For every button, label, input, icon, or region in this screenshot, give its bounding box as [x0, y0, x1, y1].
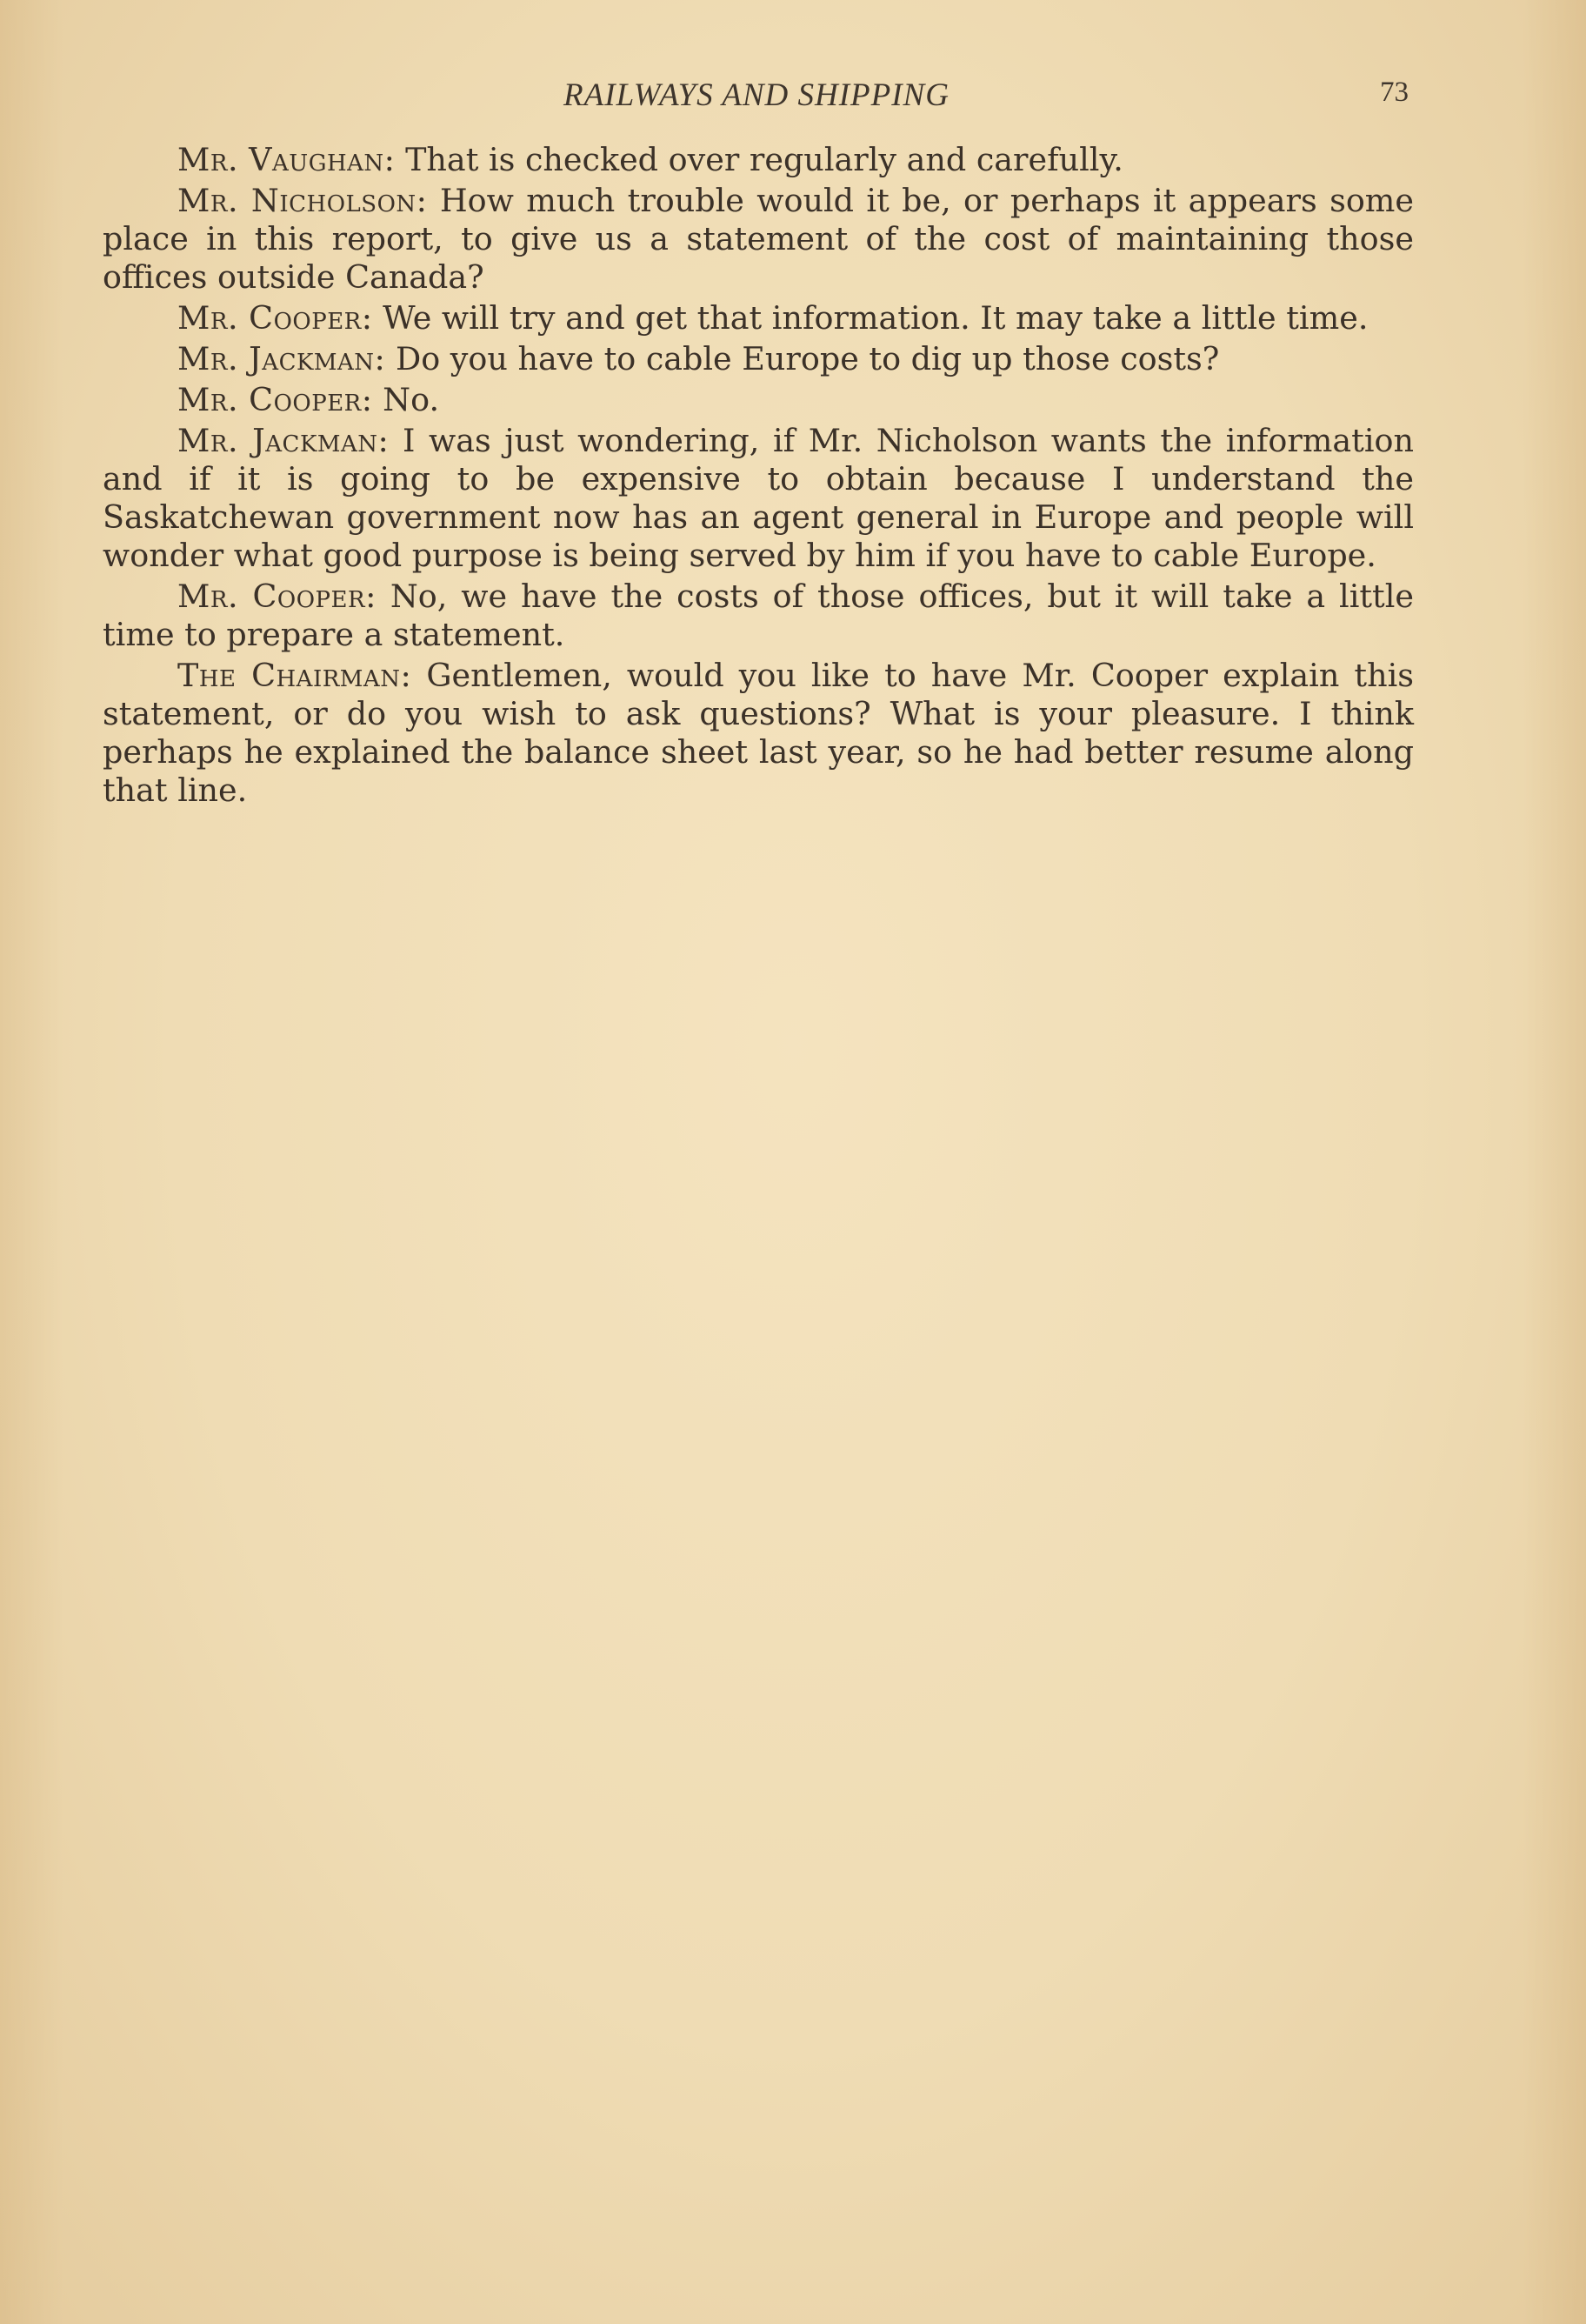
transcript-paragraph — [103, 299, 1414, 337]
speaker-name: Mr. Jackman: — [177, 422, 390, 459]
transcript-paragraph — [103, 657, 1414, 810]
paragraph-text: That is checked over regularly and carefully. — [405, 141, 1123, 178]
speaker-name: Mr. Cooper: — [177, 578, 377, 615]
transcript-paragraph — [103, 578, 1414, 654]
speaker-name: Mr. Jackman: — [177, 340, 386, 377]
paragraph-text: No, we have the costs of those offices, but it will take a little time to prepare a statement. — [103, 578, 1414, 653]
paragraph-text: I was just wondering, if Mr. Nicholson wants the information and if it is going to be expensive to obtain because I understand the Saskatchewan government now has an agent general in Europe and people will wonder what good purpose is being served by him if you have to cable Europe. — [103, 422, 1414, 574]
paragraph-text: Gentlemen, would you like to have Mr. Cooper explain this statement, or do you wish to ask questions? What is your pleasure. I think perhaps he explained the balance sheet last year, so he had better resume along that line. — [103, 657, 1414, 809]
transcript-paragraph — [103, 182, 1414, 297]
transcript-paragraph — [103, 340, 1414, 378]
speaker-name: The Chairman: — [177, 657, 412, 694]
speaker-name: Mr. Nicholson: — [177, 182, 428, 219]
speaker-name: Mr. Vaughan: — [177, 141, 396, 178]
page-number: 73 — [1380, 77, 1409, 108]
transcript-body — [103, 141, 1414, 812]
running-title: RAILWAYS AND SHIPPING — [563, 77, 950, 113]
paragraph-text: Do you have to cable Europe to dig up those costs? — [395, 340, 1220, 377]
speaker-name: Mr. Cooper: — [177, 299, 373, 337]
speaker-name: Mr. Cooper: — [177, 381, 373, 418]
transcript-paragraph — [103, 381, 1414, 419]
running-head — [104, 77, 1409, 120]
paragraph-text: No. — [383, 381, 440, 418]
paragraph-text: We will try and get that information. It may take a little time. — [383, 299, 1369, 337]
paragraph-text: How much trouble would it be, or perhaps it appears some place in this report, to give us a statement of the cost of maintaining those offices outside Canada? — [103, 182, 1414, 296]
transcript-paragraph — [103, 141, 1414, 179]
transcript-paragraph — [103, 422, 1414, 575]
